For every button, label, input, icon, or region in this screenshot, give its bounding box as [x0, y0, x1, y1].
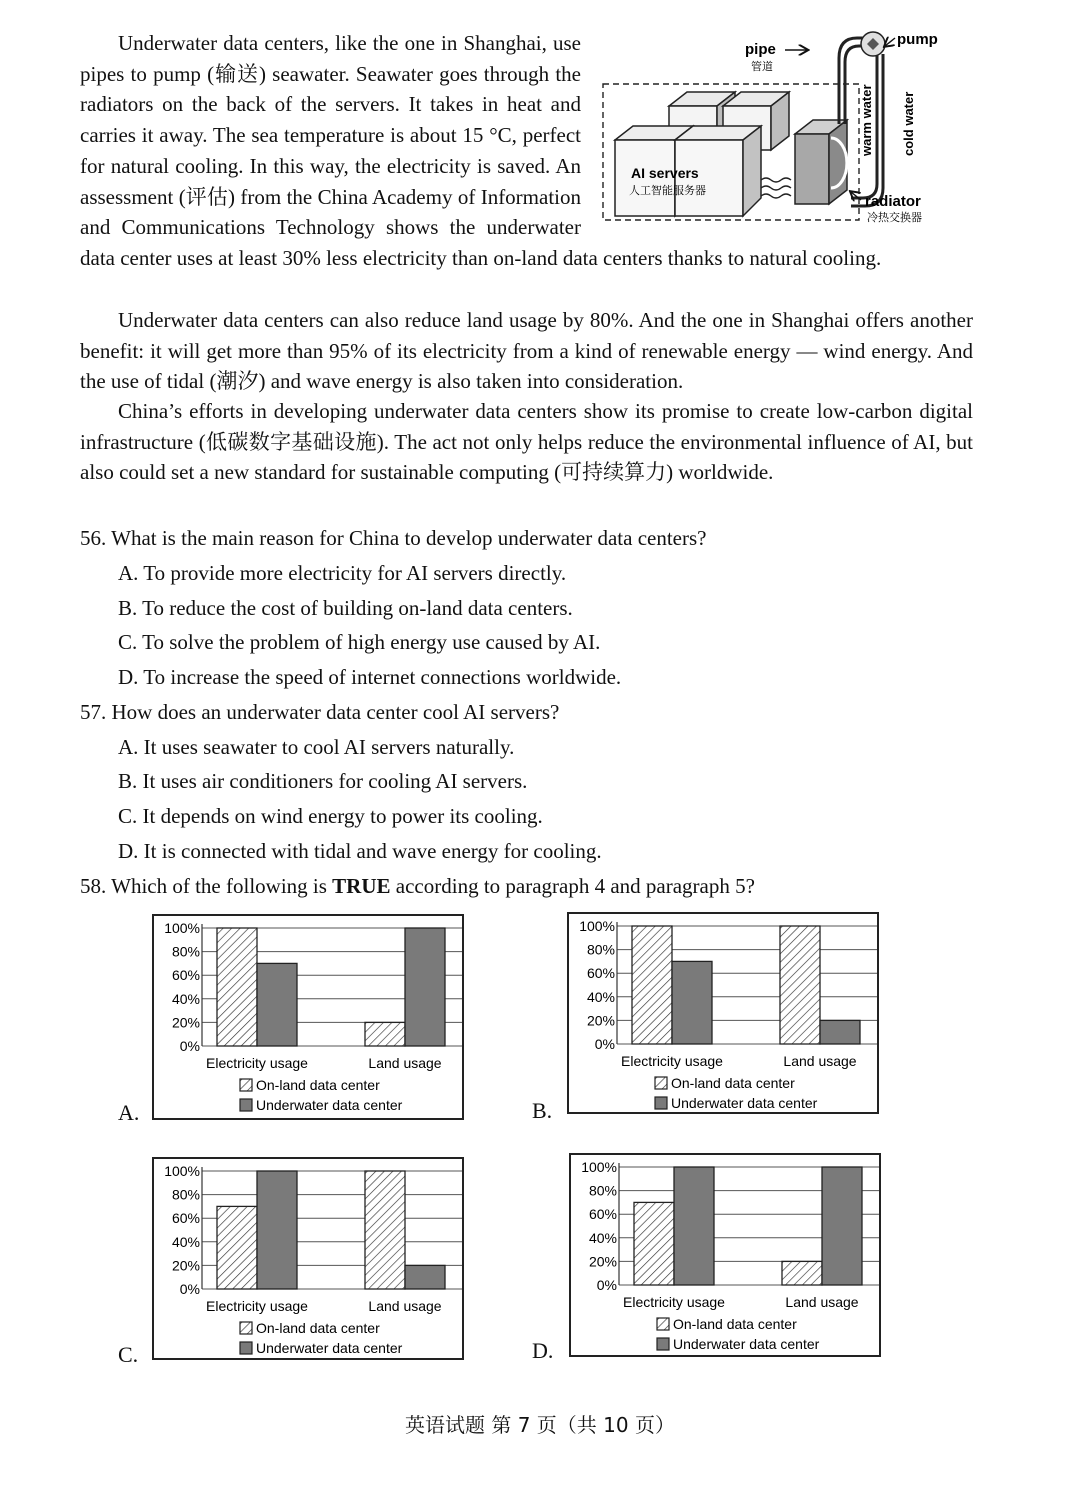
bar-underwater: [405, 1265, 445, 1289]
y-tick-label: 40%: [586, 988, 615, 1005]
bar-on-land: [217, 1206, 257, 1289]
cooling-diagram-svg: [595, 28, 973, 226]
y-tick-label: 20%: [586, 1012, 615, 1029]
y-tick-label: 0%: [179, 1038, 200, 1054]
question-58-post: according to paragraph 4 and paragraph 5?: [390, 874, 755, 898]
y-tick-label: 40%: [171, 1233, 200, 1250]
paragraph-3: China’s efforts in developing underwater data centers show its promise to create low-carbon digital infrastructure (低碳数字基础设施). The act not only helps reduce the environmental influence of AI, but also could set a new standard for sustainable computing (可持续算力) worldwide.: [80, 399, 973, 485]
question-58-stem: [80, 871, 755, 901]
legend-swatch-underwater: [240, 1342, 252, 1354]
x-category-label: Electricity usage: [206, 1298, 308, 1314]
warm-water-label: warm water: [859, 84, 874, 156]
y-tick-label: 20%: [588, 1253, 617, 1270]
y-tick-label: 80%: [588, 1182, 617, 1199]
question-56-stem: 56. What is the main reason for China to develop underwater data centers?: [80, 526, 707, 550]
y-tick-label: 100%: [164, 1163, 200, 1179]
y-tick-label: 100%: [581, 1159, 617, 1175]
question-58-bold: TRUE: [332, 874, 391, 898]
pump-icon: [861, 32, 885, 56]
question-57-stem: 57. How does an underwater data center cool AI servers?: [80, 700, 560, 724]
bar-on-land: [365, 1171, 405, 1289]
chart-d-svg: [569, 1153, 881, 1357]
y-tick-label: 40%: [588, 1229, 617, 1246]
bar-underwater: [672, 961, 712, 1044]
paragraph-1-block: [80, 28, 973, 274]
y-tick-label: 0%: [596, 1277, 617, 1293]
ai-servers-label: AI servers: [631, 165, 699, 181]
legend-label-on-land: On-land data center: [256, 1077, 380, 1093]
bar-on-land: [780, 926, 820, 1044]
y-tick-label: 80%: [586, 941, 615, 958]
x-category-label: Electricity usage: [206, 1055, 308, 1071]
y-tick-label: 60%: [171, 967, 200, 984]
legend-label-underwater: Underwater data center: [256, 1340, 403, 1356]
bar-underwater: [820, 1020, 860, 1044]
bar-underwater: [257, 963, 297, 1046]
x-category-label: Land usage: [785, 1294, 859, 1310]
question-56-option-a: A. To provide more electricity for AI servers directly.: [118, 561, 567, 585]
x-category-label: Land usage: [368, 1298, 442, 1314]
y-tick-label: 100%: [164, 920, 200, 936]
legend-swatch-underwater: [657, 1338, 669, 1350]
y-tick-label: 0%: [594, 1036, 615, 1052]
legend-label-underwater: Underwater data center: [256, 1097, 403, 1113]
question-56-option-d: D. To increase the speed of internet connections worldwide.: [118, 665, 622, 689]
paragraph-2: Underwater data centers can also reduce land usage by 80%. And the one in Shanghai offers another benefit: it will get more than 95% of its electricity from a kind of renewable energy — wind energy. And the use of tidal (潮汐) and wave energy is also taken into consideration.: [80, 308, 973, 394]
chart-letter-d: D.: [532, 1338, 554, 1363]
x-category-label: Land usage: [783, 1053, 857, 1069]
legend-swatch-on-land: [657, 1318, 669, 1330]
bar-on-land: [634, 1202, 674, 1285]
cold-water-label: cold water: [901, 91, 916, 156]
bar-on-land: [217, 928, 257, 1046]
radiator-cube: [795, 120, 847, 204]
page-footer: 英语试题 第 7 页（共 10 页）: [405, 1413, 675, 1437]
chart-letter-b: B.: [532, 1098, 553, 1123]
bar-underwater: [257, 1171, 297, 1289]
legend-label-on-land: On-land data center: [671, 1075, 795, 1091]
legend-label-underwater: Underwater data center: [671, 1095, 818, 1111]
y-tick-label: 60%: [171, 1210, 200, 1227]
legend-swatch-underwater: [655, 1097, 667, 1109]
pipe-cn-label: 管道: [751, 61, 773, 73]
chart-a: [152, 914, 464, 1125]
y-tick-label: 60%: [588, 1206, 617, 1223]
bar-on-land: [365, 1022, 405, 1046]
chart-b-svg: [567, 912, 879, 1114]
question-57-option-b: B. It uses air conditioners for cooling AI servers.: [118, 769, 528, 793]
legend-swatch-on-land: [240, 1079, 252, 1091]
x-category-label: Electricity usage: [623, 1294, 725, 1310]
pipe-label: pipe: [745, 41, 776, 58]
legend-swatch-underwater: [240, 1099, 252, 1111]
ai-servers-cn-label: 人工智能服务器: [629, 185, 706, 197]
x-category-label: Land usage: [368, 1055, 442, 1071]
chart-letter-c: C.: [118, 1342, 139, 1367]
legend-label-on-land: On-land data center: [673, 1316, 797, 1332]
paragraph-1: Underwater data centers, like the one in Shanghai, use pipes to pump (输送) seawater. Seawater goes through the radiators on the back of the servers. It takes in heat and carries it away. The sea temperature is about 15 °C, perfect for natural cooling. In this way, the electricity is saved. An assessment (评估) from the China Academy of Information and Communications Technology shows the underwater data center uses at least 30% less electricity than on-land data centers thanks to natural cooling.: [80, 31, 882, 270]
question-58-pre: 58. Which of the following is: [80, 874, 333, 898]
y-tick-label: 80%: [171, 943, 200, 960]
chart-a-svg: [152, 914, 464, 1120]
legend-label-underwater: Underwater data center: [673, 1336, 820, 1352]
chart-d: [569, 1153, 881, 1362]
chart-letter-a: A.: [118, 1100, 140, 1125]
y-tick-label: 40%: [171, 990, 200, 1007]
heat-wave-icon: [761, 178, 791, 198]
chart-c: [152, 1157, 464, 1365]
y-tick-label: 80%: [171, 1186, 200, 1203]
legend-swatch-on-land: [240, 1322, 252, 1334]
y-tick-label: 100%: [579, 918, 615, 934]
radiator-cn-label: 冷热交换器: [867, 212, 922, 224]
legend-label-on-land: On-land data center: [256, 1320, 380, 1336]
bar-underwater: [405, 928, 445, 1046]
question-57-option-d: D. It is connected with tidal and wave energy for cooling.: [118, 839, 602, 863]
y-tick-label: 20%: [171, 1014, 200, 1031]
bar-on-land: [632, 926, 672, 1044]
pump-label: pump: [897, 31, 938, 48]
pump-arrow-icon: [885, 38, 895, 46]
x-category-label: Electricity usage: [621, 1053, 723, 1069]
question-56-option-b: B. To reduce the cost of building on-land data centers.: [118, 596, 573, 620]
cooling-diagram: [595, 28, 973, 226]
bar-on-land: [782, 1261, 822, 1285]
radiator-label: radiator: [865, 193, 921, 210]
y-tick-label: 20%: [171, 1257, 200, 1274]
question-57-option-c: C. It depends on wind energy to power its cooling.: [118, 804, 543, 828]
legend-swatch-on-land: [655, 1077, 667, 1089]
y-tick-label: 0%: [179, 1281, 200, 1297]
question-57-option-a: A. It uses seawater to cool AI servers naturally.: [118, 735, 515, 759]
y-tick-label: 60%: [586, 965, 615, 982]
server-cubes: [615, 92, 789, 216]
bar-underwater: [822, 1167, 862, 1285]
bar-underwater: [674, 1167, 714, 1285]
question-56-option-c: C. To solve the problem of high energy use caused by AI.: [118, 630, 601, 654]
chart-c-svg: [152, 1157, 464, 1360]
chart-b: [567, 912, 879, 1119]
